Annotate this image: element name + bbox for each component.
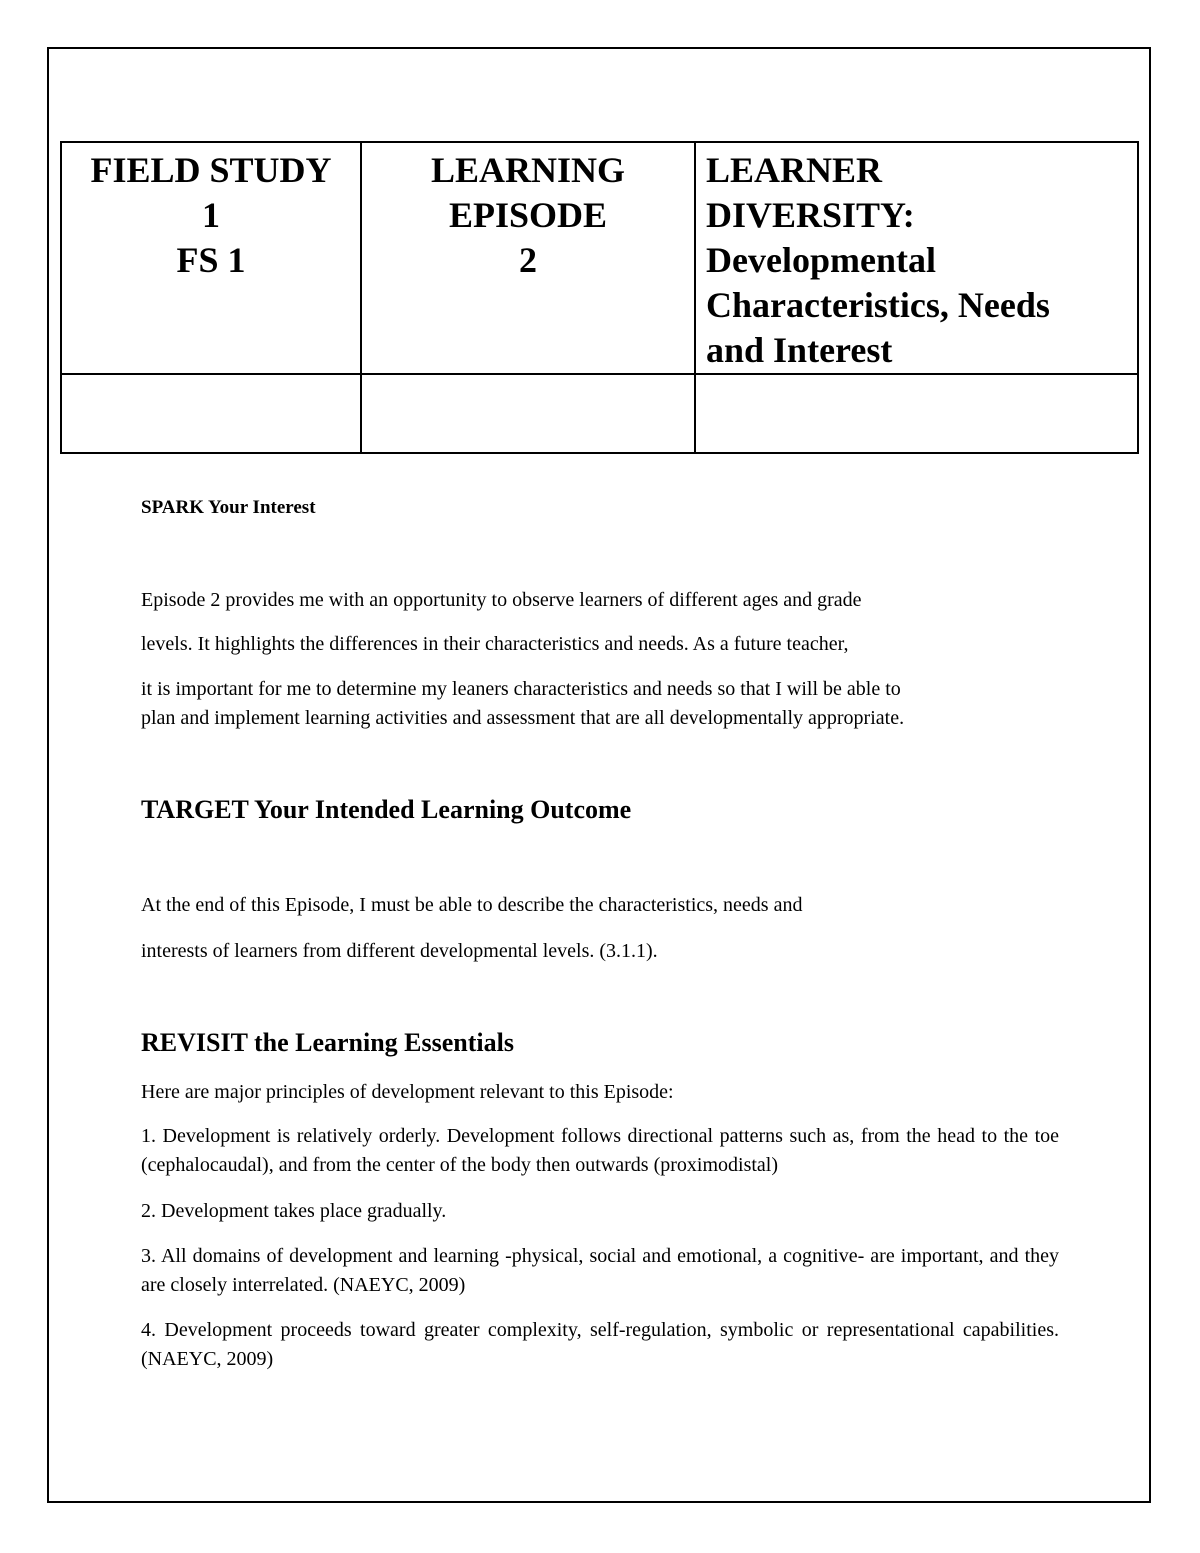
header-table [60, 141, 1139, 454]
principle-item: 4. Development proceeds toward greater complexity, self-regulation, symbolic or representational capabilities. (NAEYC, 2009) [141, 1319, 1059, 1370]
header-col3-line: Characteristics, Needs [706, 285, 1050, 325]
principle-item: 2. Development takes place gradually. [141, 1200, 447, 1222]
header-col1-line: FS 1 [176, 240, 246, 280]
principle-item: 1. Development is relatively orderly. Development follows directional patterns such as, from the head to the toe (cephalocaudal), and from the center of the body then outwards (proximodistal) [141, 1125, 1059, 1176]
target-heading: TARGET Your Intended Learning Outcome [141, 795, 632, 824]
header-col1-line: 1 [202, 195, 220, 235]
spark-line: it is important for me to determine my leaners characteristics and needs so that I will be able to [141, 678, 901, 700]
header-cell-learning-episode [361, 142, 695, 374]
spark-heading: SPARK Your Interest [141, 497, 316, 518]
header-col2-line: EPISODE [448, 195, 608, 235]
target-line: At the end of this Episode, I must be able to describe the characteristics, needs and [141, 894, 803, 916]
spark-line: Episode 2 provides me with an opportunity to observe learners of different ages and grade [141, 589, 862, 611]
empty-cell [361, 374, 695, 453]
header-col3-line: LEARNER [706, 150, 883, 190]
empty-cell [61, 374, 361, 453]
spark-line: plan and implement learning activities and assessment that are all developmentally appropriate. [141, 707, 905, 729]
header-cell-topic [695, 142, 1138, 374]
revisit-intro: Here are major principles of development relevant to this Episode: [141, 1081, 674, 1103]
header-col3-line: and Interest [706, 330, 893, 370]
header-col3-line: Developmental [706, 240, 936, 280]
header-col2-line: LEARNING [430, 150, 626, 190]
revisit-heading: REVISIT the Learning Essentials [141, 1028, 514, 1057]
empty-cell [695, 374, 1138, 453]
header-col3-line: DIVERSITY: [706, 195, 915, 235]
header-col1-line: FIELD STUDY [90, 150, 332, 190]
spark-line: levels. It highlights the differences in their characteristics and needs. As a future teacher, [141, 633, 849, 655]
target-line: interests of learners from different developmental levels. (3.1.1). [141, 940, 658, 962]
principle-item: 3. All domains of development and learning -physical, social and emotional, a cognitive- are important, and they are closely interrelated. (NAEYC, 2009) [141, 1245, 1059, 1296]
header-col2-line: 2 [519, 240, 537, 280]
header-cell-field-study [61, 142, 361, 374]
